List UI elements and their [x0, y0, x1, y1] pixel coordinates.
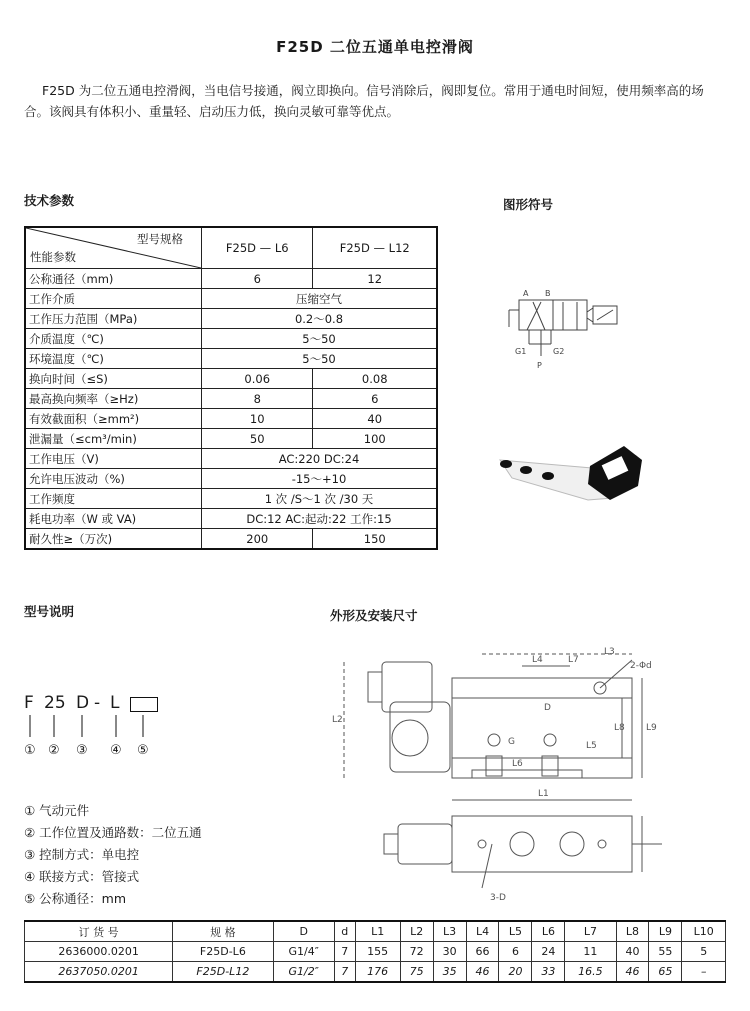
- symbol-label-a: A: [523, 289, 529, 298]
- order-cell: –: [682, 962, 726, 983]
- legend-item-1: ① 气动元件: [24, 803, 90, 818]
- spec-label: 允许电压波动（%): [25, 469, 202, 489]
- legend-item-2: ② 工作位置及通路数：二位五通: [24, 825, 202, 840]
- order-cell: G1/2″: [273, 962, 334, 983]
- model-d: D: [76, 693, 90, 713]
- order-header-cell: L4: [466, 921, 499, 942]
- order-cell: 65: [649, 962, 682, 983]
- order-cell: 7: [334, 942, 355, 962]
- valve-photo: [492, 438, 652, 510]
- intro-paragraph: F25D 为二位五通电控滑阀，当电信号接通，阀立即换向。信号消除后，阀即复位。常用于通电时间短，使用频率高的场合。该阀具有体积小、重量轻、启动压力低，换向灵敏可靠等优点。: [24, 83, 704, 119]
- corner-top-label: 型号规格: [137, 232, 183, 246]
- model-dash: -: [94, 693, 101, 713]
- dim-l7: L7: [568, 655, 579, 665]
- order-cell: 35: [433, 962, 466, 983]
- marker-2: ②: [48, 743, 60, 758]
- symbol-label-g2: G2: [553, 347, 565, 356]
- order-cell: 155: [355, 942, 400, 962]
- dim-l4: L4: [532, 655, 543, 665]
- order-cell: 2637050.0201: [25, 962, 173, 983]
- order-header-cell: 规 格: [173, 921, 273, 942]
- spec-row: [25, 369, 437, 389]
- spec-row: [25, 489, 437, 509]
- spec-row: [25, 509, 437, 529]
- spec-value-l12: 150: [313, 529, 437, 550]
- marker-5: ⑤: [137, 743, 149, 758]
- spec-label: 工作频度: [25, 489, 202, 509]
- order-header-cell: 订 货 号: [25, 921, 173, 942]
- order-cell: 7: [334, 962, 355, 983]
- model-25: 25: [44, 693, 66, 713]
- spec-col-l6: F25D — L6: [202, 227, 313, 269]
- spec-value-merged: 1 次 /S～1 次 /30 天: [202, 489, 438, 509]
- order-header-cell: L9: [649, 921, 682, 942]
- order-cell: 66: [466, 942, 499, 962]
- order-row: [25, 962, 726, 983]
- order-cell: 40: [616, 942, 649, 962]
- spec-value-l6: 10: [202, 409, 313, 429]
- order-header-cell: L2: [400, 921, 433, 942]
- corner-bottom-label: 性能参数: [30, 250, 76, 264]
- order-cell: 176: [355, 962, 400, 983]
- legend-item-5: ⑤ 公称通径：mm: [24, 891, 127, 906]
- order-cell: 11: [565, 942, 616, 962]
- order-cell: 33: [532, 962, 565, 983]
- spec-value-merged: AC:220 DC:24: [202, 449, 438, 469]
- spec-row: [25, 529, 437, 550]
- dim-d: D: [544, 703, 551, 713]
- spec-value-merged: 压缩空气: [202, 289, 438, 309]
- section-model: 型号说明: [24, 604, 75, 619]
- spec-value-l12: 12: [313, 269, 437, 289]
- order-header-cell: L6: [532, 921, 565, 942]
- spec-value-l6: 8: [202, 389, 313, 409]
- spec-header-row: [25, 227, 437, 269]
- dim-g: G: [508, 737, 515, 747]
- dim-l2: L2: [332, 715, 343, 725]
- order-cell: 20: [499, 962, 532, 983]
- dim-l6: L6: [512, 759, 523, 769]
- order-header-cell: L10: [682, 921, 726, 942]
- order-header-cell: L5: [499, 921, 532, 942]
- dim-hole: 2-Φd: [630, 661, 652, 671]
- dimension-drawing: [332, 638, 732, 908]
- order-cell: 5: [682, 942, 726, 962]
- spec-row: [25, 289, 437, 309]
- model-legend: [24, 800, 202, 910]
- order-table: [24, 920, 726, 983]
- spec-row: [25, 269, 437, 289]
- spec-value-l12: 6: [313, 389, 437, 409]
- order-cell: 30: [433, 942, 466, 962]
- spec-value-merged: 5～50: [202, 329, 438, 349]
- spec-row: [25, 449, 437, 469]
- model-size-box: [130, 697, 158, 712]
- dim-l9: L9: [646, 723, 657, 733]
- order-cell: 55: [649, 942, 682, 962]
- dim-hole2: 3-D: [490, 893, 506, 903]
- spec-table: [24, 226, 438, 550]
- spec-label: 工作电压（V): [25, 449, 202, 469]
- dim-l1: L1: [538, 789, 549, 799]
- order-cell: 2636000.0201: [25, 942, 173, 962]
- spec-value-l6: 6: [202, 269, 313, 289]
- spec-label: 工作介质: [25, 289, 202, 309]
- legend-item-4: ④ 联接方式：管接式: [24, 869, 140, 884]
- order-header-cell: L8: [616, 921, 649, 942]
- spec-label: 耐久性≥（万次): [25, 529, 202, 550]
- order-row: [25, 942, 726, 962]
- model-leader-lines: [24, 715, 174, 741]
- spec-label: 泄漏量（≤cm³/min): [25, 429, 202, 449]
- model-code: [24, 693, 174, 763]
- dim-l5: L5: [586, 741, 597, 751]
- spec-row: [25, 389, 437, 409]
- spec-row: [25, 429, 437, 449]
- order-header-cell: L1: [355, 921, 400, 942]
- model-l: L: [110, 693, 120, 713]
- symbol-label-b: B: [545, 289, 551, 298]
- symbol-label-p: P: [537, 361, 542, 370]
- spec-label: 换向时间（≤S): [25, 369, 202, 389]
- order-cell: 6: [499, 942, 532, 962]
- order-cell: 75: [400, 962, 433, 983]
- marker-4: ④: [110, 743, 122, 758]
- order-header-cell: D: [273, 921, 334, 942]
- spec-row: [25, 329, 437, 349]
- valve-symbol: [505, 282, 635, 372]
- symbol-label-g1: G1: [515, 347, 527, 356]
- order-cell: G1/4″: [273, 942, 334, 962]
- dim-l3: L3: [604, 647, 615, 657]
- order-cell: 46: [466, 962, 499, 983]
- order-cell: F25D-L12: [173, 962, 273, 983]
- spec-value-l6: 200: [202, 529, 313, 550]
- order-cell: 46: [616, 962, 649, 983]
- dim-l8: L8: [614, 723, 625, 733]
- section-dimensions: 外形及安装尺寸: [330, 608, 418, 623]
- section-symbol: 图形符号: [503, 197, 554, 212]
- spec-value-l12: 0.08: [313, 369, 437, 389]
- order-cell: F25D-L6: [173, 942, 273, 962]
- spec-row: [25, 309, 437, 329]
- spec-value-l6: 50: [202, 429, 313, 449]
- order-header-cell: L7: [565, 921, 616, 942]
- marker-3: ③: [76, 743, 88, 758]
- spec-row: [25, 409, 437, 429]
- spec-label: 耗电功率（W 或 VA): [25, 509, 202, 529]
- spec-label: 最高换向频率（≥Hz): [25, 389, 202, 409]
- order-header-row: [25, 921, 726, 942]
- spec-label: 环境温度（℃): [25, 349, 202, 369]
- legend-item-3: ③ 控制方式：单电控: [24, 847, 140, 862]
- spec-value-l12: 100: [313, 429, 437, 449]
- order-cell: 24: [532, 942, 565, 962]
- spec-row: [25, 469, 437, 489]
- spec-col-l12: F25D — L12: [313, 227, 437, 269]
- spec-row: [25, 349, 437, 369]
- spec-label: 介质温度（℃): [25, 329, 202, 349]
- section-tech-params: 技术参数: [24, 193, 75, 208]
- spec-value-l12: 40: [313, 409, 437, 429]
- spec-value-merged: 5～50: [202, 349, 438, 369]
- spec-corner-cell: [25, 227, 202, 269]
- order-header-cell: d: [334, 921, 355, 942]
- order-cell: 72: [400, 942, 433, 962]
- spec-label: 有效截面积（≥mm²): [25, 409, 202, 429]
- spec-value-merged: 0.2～0.8: [202, 309, 438, 329]
- spec-label: 工作压力范围（MPa): [25, 309, 202, 329]
- marker-1: ①: [24, 743, 36, 758]
- spec-value-l6: 0.06: [202, 369, 313, 389]
- order-header-cell: L3: [433, 921, 466, 942]
- model-f: F: [24, 693, 34, 713]
- spec-value-merged: DC:12 AC:起动:22 工作:15: [202, 509, 438, 529]
- spec-label: 公称通径（mm): [25, 269, 202, 289]
- spec-value-merged: -15～+10: [202, 469, 438, 489]
- page-title: F25D 二位五通单电控滑阀: [276, 38, 474, 56]
- order-cell: 16.5: [565, 962, 616, 983]
